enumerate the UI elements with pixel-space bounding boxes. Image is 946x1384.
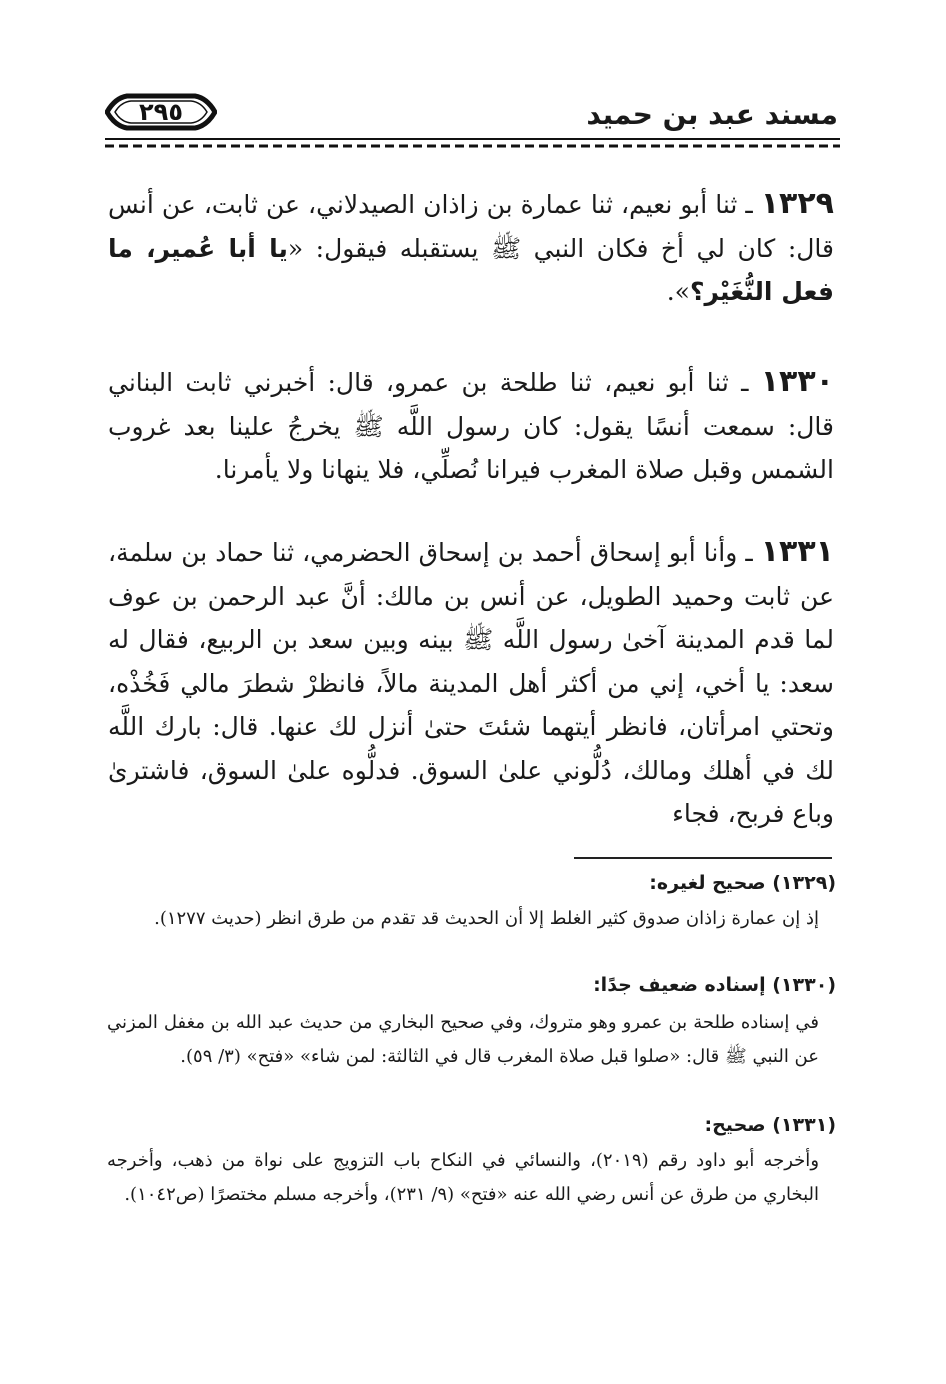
footnote-text-1330: في إسناده طلحة بن عمرو وهو متروك، وفي صحيح البخاري من حديث عبد الله بن مغفل المزني عن النبي ﷺ قال: «صلوا قبل صلاة المغرب قال في الثالثة: لمن شاء» «فتح» (٣/ ٥٩). (107, 1012, 819, 1067)
hadith-number: ١٣٣١ (760, 534, 834, 569)
hadith-1329 (108, 182, 834, 314)
hadith-1331 (108, 530, 834, 836)
hadith-number: ١٣٢٩ (760, 186, 834, 221)
running-header-title: مسند عبد بن حميد (586, 98, 838, 131)
hadith-1330 (108, 360, 834, 492)
header-rule (105, 136, 840, 150)
hadith-text-end: ». (666, 277, 690, 306)
page-number-badge (105, 90, 217, 134)
footnote-text-1329: إذ إن عمارة زاذان صدوق كثير الغلط إلا أن الحديث قد تقدم من طرق انظر (حديث ١٢٧٧). (154, 908, 819, 929)
hadith-text: ـ وأنا أبو إسحاق أحمد بن إسحاق الحضرمي، ثنا حماد بن سلمة، عن ثابت وحميد الطويل، عن أنس بن مالك: أنَّ عبد الرحمن بن عوف لما قدم المدينة آخىٰ رسول اللَّه ﷺ بينه وبين سعد بن الربيع، فقال له سعد: يا أخي، إني من أكثر أهل المدينة مالاً، فانظرْ شطرَ مالي فَخُذْه، وتحتي امرأتان، فانظر أيتهما شئتَ حتىٰ أنزل لك عنها. قال: بارك اللَّه لك في أهلك ومالك، دُلُّوني علىٰ السوق. فدلُّوه علىٰ السوق، فاشترىٰ وباع فربح، فجاء (108, 538, 834, 828)
hadith-text: ـ ثنا أبو نعيم، ثنا عمارة بن زاذان الصيدلاني، عن ثابت، عن أنس قال: كان لي أخ فكان النبي ﷺ يستقبله فيقول: « (108, 190, 834, 263)
hadith-number: ١٣٣٠ (760, 364, 834, 399)
hadith-quote-bold: يا أبا عُمير، ما فعل النُّغَيْر؟ (108, 233, 834, 306)
footnote-heading-1329: (١٣٢٩) صحيح لغيره: (649, 872, 836, 894)
footnote-separator (574, 857, 832, 859)
footnote-heading-1331: (١٣٣١) صحيح: (704, 1114, 836, 1136)
page-number: ٢٩٥ (139, 98, 183, 126)
footnote-heading-1330: (١٣٣٠) إسناده ضعيف جدًا: (593, 974, 836, 996)
footnote-text-1331: وأخرجه أبو داود رقم (٢٠١٩)، والنسائي في النكاح باب التزويج على نواة من ذهب، وأخرجه البخاري من طرق عن أنس رضي الله عنه «فتح» (٩/ ٢٣١)، وأخرجه مسلم مختصرًا (ص١٠٤٢). (107, 1150, 820, 1205)
hadith-text: ـ ثنا أبو نعيم، ثنا طلحة بن عمرو، قال: أخبرني ثابت البناني قال: سمعت أنسًا يقول: كان رسول اللَّه ﷺ يخرجُ علينا بعد غروب الشمس وقبل صلاة المغرب فيرانا نُصلِّي، فلا ينهانا ولا يأمرنا. (108, 368, 834, 484)
